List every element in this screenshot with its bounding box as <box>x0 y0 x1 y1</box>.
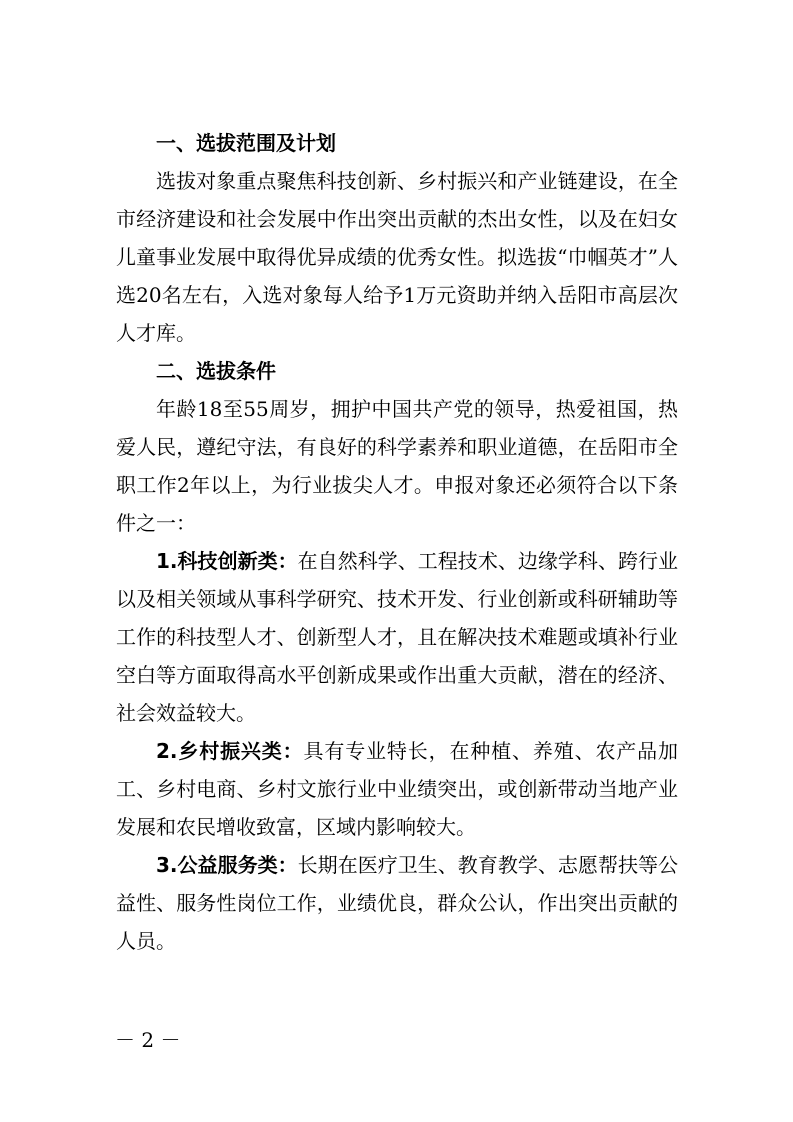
paragraph-conditions-intro: 年龄18至55周岁，拥护中国共产党的领导，热爱祖国，热爱人民，遵纪守法，有良好的科学素养和职业道德，在岳阳市全职工作2年以上，为行业拔尖人才。申报对象还必须符合以下条件之一： <box>116 397 678 535</box>
condition-item-label: 2.乡村振兴类： <box>156 739 304 763</box>
condition-item-tech-innovation <box>116 542 678 732</box>
section-heading-selection-scope: 一、选拔范围及计划 <box>156 131 336 155</box>
condition-item-text: 具有专业特长，在种植、养殖、农产品加工、乡村电商、乡村文旅行业中业绩突出，或创新带动当地产业发展和农民增收致富，区域内影响较大。 <box>116 739 679 839</box>
condition-item-public-service <box>116 846 678 960</box>
page-number: － 2 － <box>115 1028 181 1052</box>
section-heading-selection-conditions: 二、选拔条件 <box>156 359 276 383</box>
paragraph-selection-scope: 选拔对象重点聚焦科技创新、乡村振兴和产业链建设，在全市经济建设和社会发展中作出突出贡献的杰出女性，以及在妇女儿童事业发展中取得优异成绩的优秀女性。拟选拔“巾帼英才”人选20名左右，入选对象每人给予1万元资助并纳入岳阳市高层次人才库。 <box>116 169 678 345</box>
condition-item-text: 在自然科学、工程技术、边缘学科、跨行业以及相关领域从事科学研究、技术开发、行业创新或科研辅助等工作的科技型人才、创新型人才，且在解决技术难题或填补行业空白等方面取得高水平创新成果或作出重大贡献，潜在的经济、社会效益较大。 <box>116 549 679 725</box>
condition-item-label: 1.科技创新类： <box>156 549 298 573</box>
document-body <box>116 124 678 960</box>
condition-item-label: 3.公益服务类： <box>156 853 298 877</box>
condition-item-text: 长期在医疗卫生、教育教学、志愿帮扶等公益性、服务性岗位工作，业绩优良，群众公认，作出突出贡献的人员。 <box>116 853 679 953</box>
condition-item-rural-revitalization <box>116 732 678 846</box>
